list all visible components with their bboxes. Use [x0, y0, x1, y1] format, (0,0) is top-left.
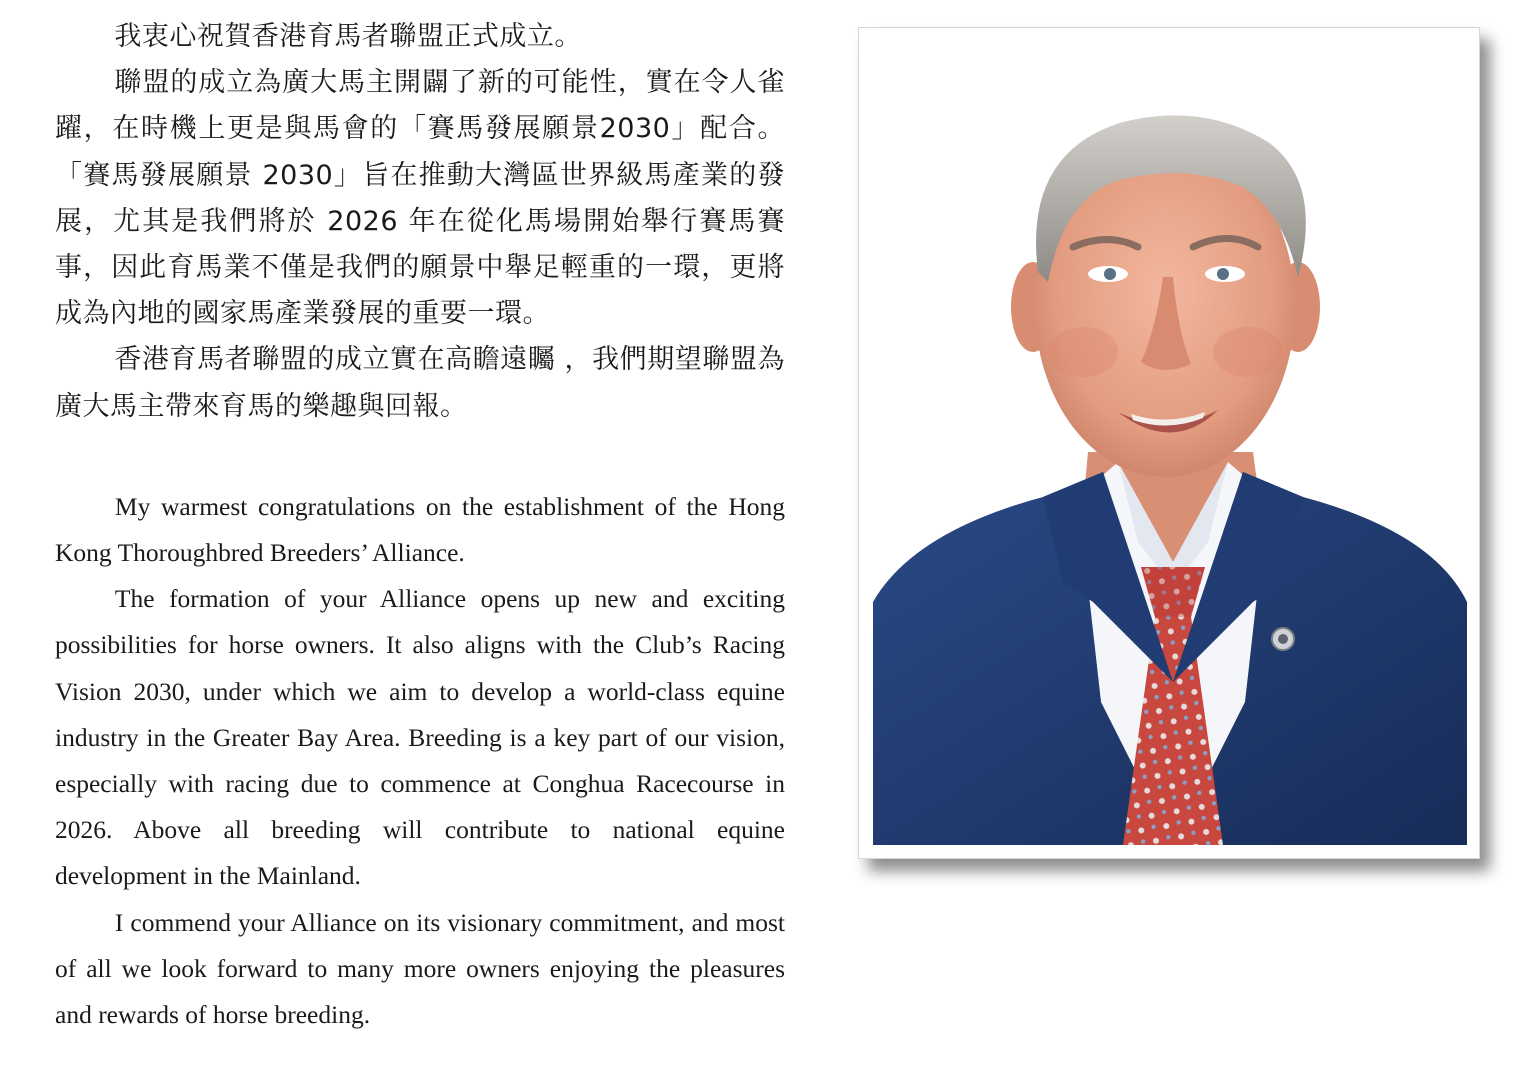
chinese-paragraph-3: 香港育馬者聯盟的成立實在高瞻遠矚 ，我們期望聯盟為廣大馬主帶來育馬的樂趣與回報。 — [55, 344, 785, 422]
english-message — [55, 484, 785, 1038]
chinese-paragraph-2: 聯盟的成立為廣大馬主開闢了新的可能性，實在令人雀躍，在時機上更是與馬會的「賽馬發展願景2030」配合。「賽馬發展願景 2030」旨在推動大灣區世界級馬產業的發展，尤其是我們將於 2026 年在從化馬場開始舉行賽馬賽事，因此育馬業不僅是我們的願景中舉足輕重的一環，更將成為內地的國家馬產業發展的重要一環。 — [55, 67, 785, 330]
english-paragraph-1: My warmest congratulations on the establishment of the Hong Kong Thoroughbred Breeders’ Alliance. — [55, 491, 785, 568]
portrait-illustration — [873, 42, 1467, 845]
english-paragraph-2: The formation of your Alliance opens up new and exciting possibilities for horse owners. It also aligns with the Club’s Racing Vision 2030, under which we aim to develop a world-class equine industry in the Greater Bay Area. Breeding is a key part of our vision, especially with racing due to commence at Conghua Racecourse in 2026. Above all breeding will contribute to national equine development in the Mainland. — [55, 584, 785, 891]
portrait-frame — [858, 27, 1480, 859]
english-paragraph-3: I commend your Alliance on its visionary commitment, and most of all we look forward to many more owners enjoying the pleasures and rewards of horse breeding. — [55, 907, 785, 1030]
message-text — [55, 14, 785, 1038]
portrait-photo — [873, 42, 1467, 845]
chinese-message — [55, 14, 785, 430]
chinese-paragraph-1: 我衷心祝賀香港育馬者聯盟正式成立。 — [114, 21, 582, 52]
